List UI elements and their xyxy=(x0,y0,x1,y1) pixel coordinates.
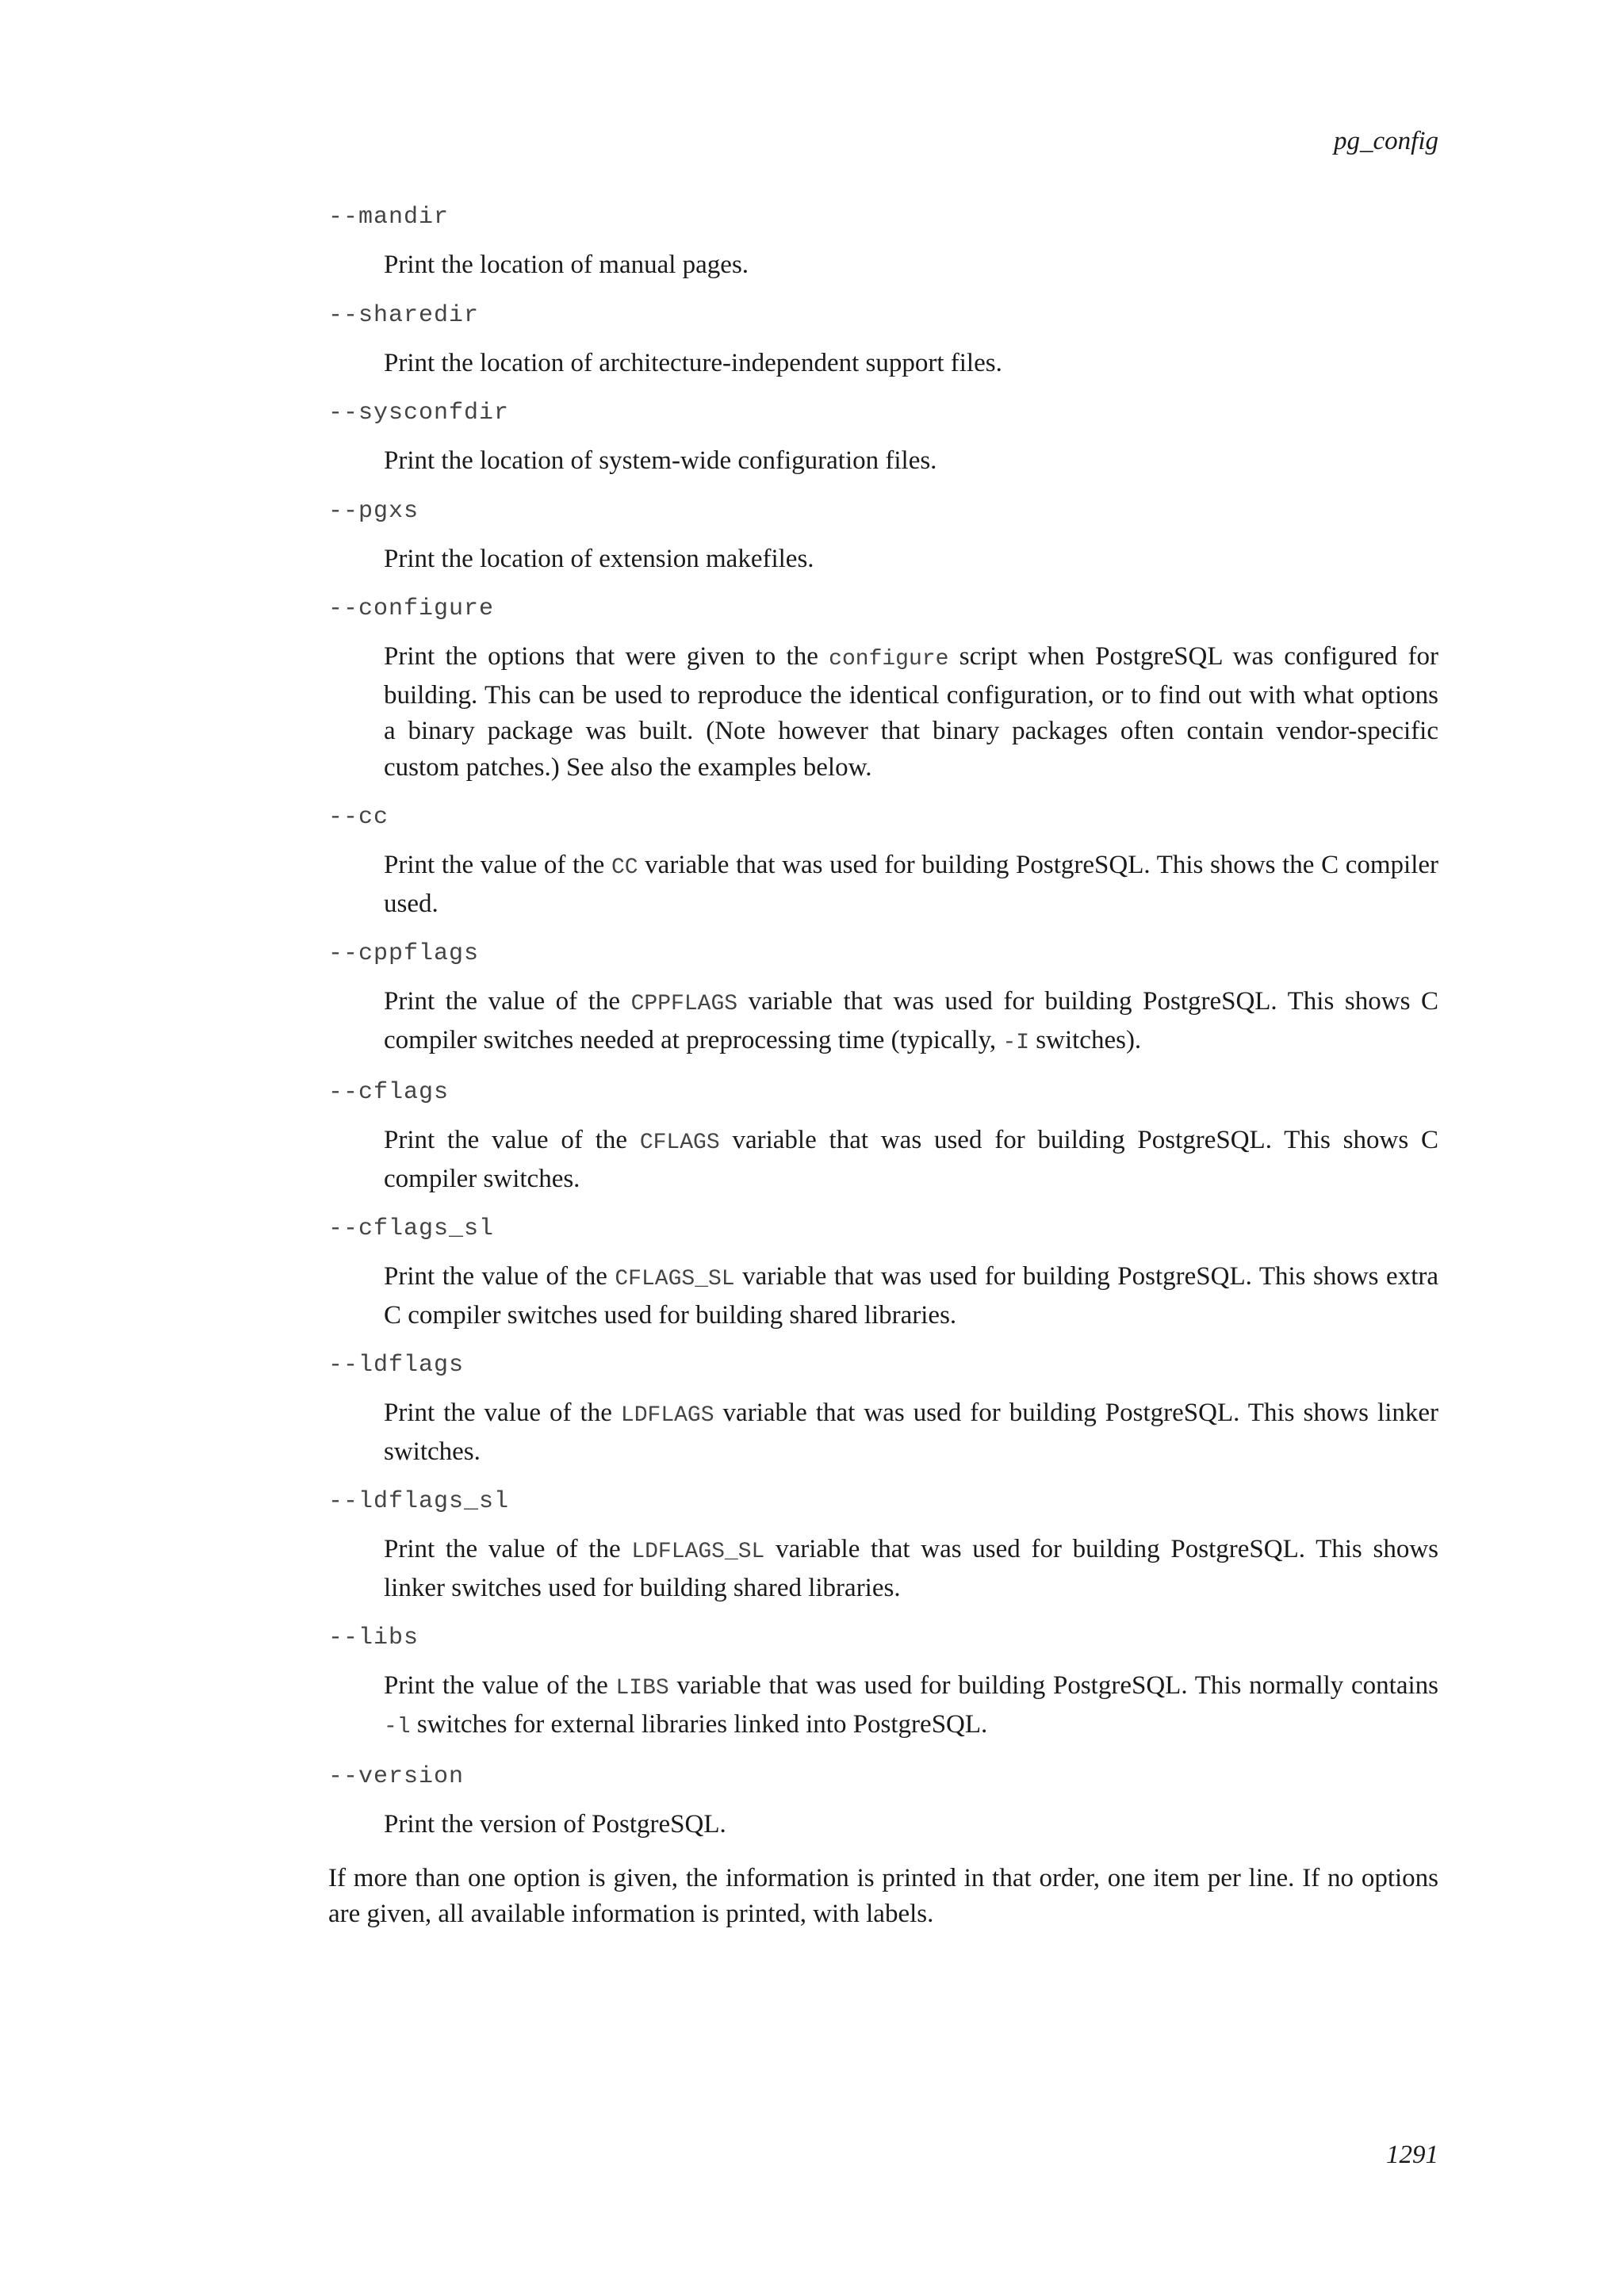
option-term: --ldflags_sl xyxy=(328,1488,510,1515)
option-entry xyxy=(328,1211,1438,1334)
description-text: variable that was used for building PostgreSQL. This shows C compiler switches needed at preprocessing time (typically, xyxy=(384,987,1438,1054)
option-description xyxy=(384,346,1438,382)
description-text: variable that was used for building PostgreSQL. This shows linker switches. xyxy=(384,1399,1439,1466)
description-text: switches). xyxy=(1029,1025,1142,1054)
option-entry xyxy=(328,1348,1438,1470)
option-term: --cc xyxy=(328,804,389,831)
description-text: Print the location of system-wide configuration files. xyxy=(384,446,937,475)
option-entry xyxy=(328,494,1438,578)
running-head: pg_config xyxy=(1334,127,1438,155)
inline-code: CFLAGS xyxy=(639,1131,720,1155)
option-description xyxy=(384,1123,1438,1197)
option-entry xyxy=(328,1621,1438,1745)
option-term: --sysconfdir xyxy=(328,400,510,427)
option-term: --pgxs xyxy=(328,497,419,525)
option-term: --cflags_sl xyxy=(328,1215,495,1242)
description-text: Print the options that were given to the xyxy=(384,642,829,671)
inline-code: LDFLAGS xyxy=(620,1403,714,1428)
inline-code: configure xyxy=(829,647,949,672)
option-entry xyxy=(328,1484,1438,1606)
description-text: switches for external libraries linked into PostgreSQL. xyxy=(410,1709,988,1739)
description-text: Print the value of the xyxy=(384,1671,616,1700)
description-text: Print the value of the xyxy=(384,987,631,1016)
option-entry xyxy=(328,200,1438,284)
description-text: Print the location of extension makefiles. xyxy=(384,544,814,573)
option-term: --mandir xyxy=(328,204,450,231)
option-term: --sharedir xyxy=(328,301,480,329)
description-text: script when PostgreSQL was configured for building. This can be used to reproduce the identical configuration, or to find out with what options a binary package was built. (Note however that binary packages often contain vendor-specific custom patches.) See also the examples below. xyxy=(384,642,1439,782)
option-description xyxy=(384,247,1438,284)
option-entry xyxy=(328,1759,1438,1843)
option-description xyxy=(384,1532,1438,1606)
option-term: --ldflags xyxy=(328,1352,465,1379)
description-text: Print the value of the xyxy=(384,1262,615,1291)
closing-paragraph: If more than one option is given, the information is printed in that order, one item per line. If no options are given, all available information is printed, with labels. xyxy=(328,1863,1438,1928)
option-description xyxy=(384,1395,1438,1470)
option-entries xyxy=(328,200,1438,1843)
inline-code: -l xyxy=(384,1714,411,1739)
inline-code: -I xyxy=(1002,1030,1030,1055)
description-text: Print the version of PostgreSQL. xyxy=(384,1810,726,1839)
option-description xyxy=(384,848,1438,922)
option-description xyxy=(384,984,1438,1061)
description-text: Print the value of the xyxy=(384,1535,632,1563)
option-description xyxy=(384,1259,1438,1334)
description-text: variable that was used for building PostgreSQL. This shows C compiler switches. xyxy=(384,1126,1438,1193)
option-term: --libs xyxy=(328,1624,419,1651)
option-description xyxy=(384,1807,1438,1843)
inline-code: LIBS xyxy=(615,1676,669,1701)
option-description xyxy=(384,443,1438,480)
description-text: Print the location of manual pages. xyxy=(384,251,749,279)
option-entry xyxy=(328,800,1438,922)
option-description xyxy=(384,639,1438,786)
option-description xyxy=(384,541,1438,578)
description-text: Print the location of architecture-independent support files. xyxy=(384,348,1002,377)
description-text: variable that was used for building PostgreSQL. This shows the C compiler used. xyxy=(384,851,1438,918)
option-entry xyxy=(328,396,1438,480)
description-text: variable that was used for building PostgreSQL. This normally contains xyxy=(668,1671,1439,1700)
description-text: Print the value of the xyxy=(384,1126,640,1154)
option-entry xyxy=(328,936,1438,1061)
option-entry xyxy=(328,1075,1438,1197)
inline-code: CFLAGS_SL xyxy=(615,1267,735,1292)
option-entry xyxy=(328,591,1438,786)
option-entry xyxy=(328,298,1438,382)
option-term: --configure xyxy=(328,595,495,622)
option-term: --version xyxy=(328,1763,465,1790)
option-list xyxy=(328,200,1438,1933)
inline-code: CC xyxy=(611,855,638,880)
option-term: --cppflags xyxy=(328,940,480,967)
inline-code: LDFLAGS_SL xyxy=(631,1540,765,1564)
inline-code: CPPFLAGS xyxy=(630,992,738,1016)
description-text: Print the value of the xyxy=(384,851,611,879)
option-term: --cflags xyxy=(328,1079,450,1106)
description-text: variable that was used for building PostgreSQL. This shows linker switches used for building shared libraries. xyxy=(384,1535,1438,1602)
page-number: 1291 xyxy=(1386,2141,1438,2169)
description-text: Print the value of the xyxy=(384,1399,621,1427)
option-description xyxy=(384,1668,1438,1745)
description-text: variable that was used for building PostgreSQL. This shows extra C compiler switches used for building shared libraries. xyxy=(384,1262,1438,1330)
